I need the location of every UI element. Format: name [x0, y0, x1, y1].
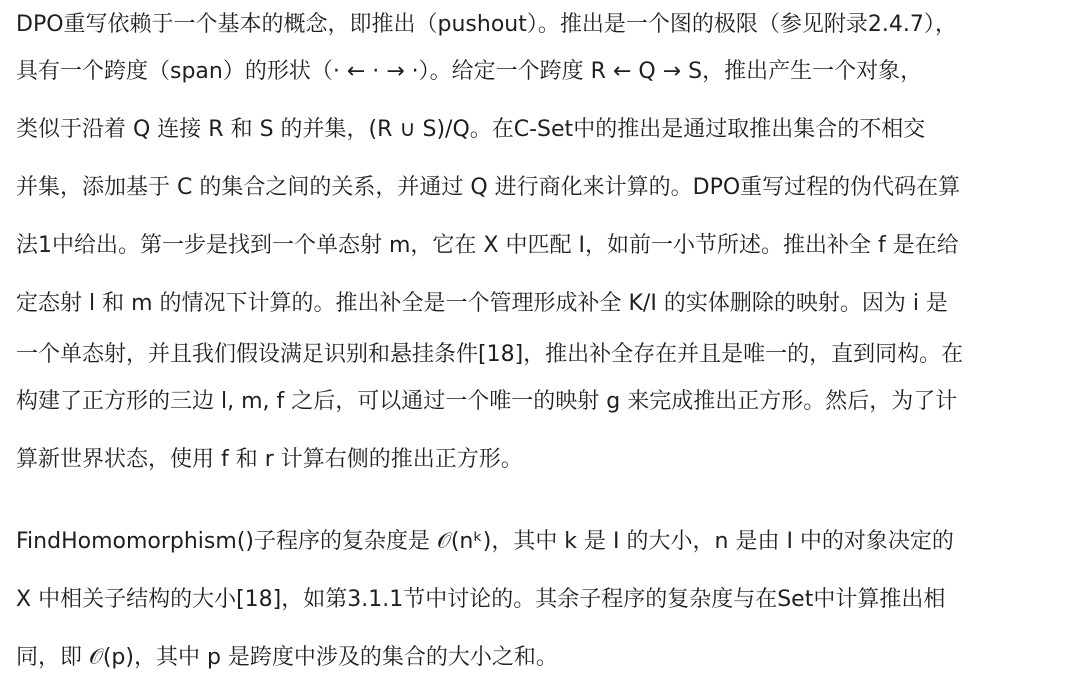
paragraph2-line-2: X 中相关子结构的大小[18]，如第3.1.1节中讨论的。其余子程序的复杂度与在Set中计算推出相 [16, 587, 946, 612]
paragraph1-line-5: 法1中给出。第一步是找到一个单态射 m，它在 X 中匹配 I，如前一小节所述。推出补全 f 是在给 [16, 233, 959, 258]
paragraph1-line-2: 具有一个跨度（span）的形状（· ← · → ·）。给定一个跨度 R ← Q → S，推出产生一个对象， [16, 59, 923, 84]
paragraph1-line-7: 一个单态射，并且我们假设满足识别和悬挂条件[18]，推出补全存在并且是唯一的，直到同构。在 [16, 342, 964, 367]
paragraph1-line-1: DPO重写依赖于一个基本的概念，即推出（pushout）。推出是一个图的极限（参见附录2.4.7）， [16, 12, 957, 37]
paragraph2-line-1: FindHomomorphism()子程序的复杂度是 𝒪(nᵏ)，其中 k 是 I 的大小，n 是由 I 中的对象决定的 [16, 529, 954, 554]
paragraph2-line-3: 同，即 𝒪(p)，其中 p 是跨度中涉及的集合的大小之和。 [16, 645, 558, 670]
paragraph1-line-4: 并集，添加基于 C 的集合之间的关系，并通过 Q 进行商化来计算的。DPO重写过程的伪代码在算 [16, 175, 961, 200]
paragraph1-line-6: 定态射 l 和 m 的情况下计算的。推出补全是一个管理形成补全 K/I 的实体删除的映射。因为 i 是 [16, 291, 948, 316]
paragraph1-line-9: 算新世界状态，使用 f 和 r 计算右侧的推出正方形。 [16, 447, 523, 472]
paragraph1-line-3: 类似于沿着 Q 连接 R 和 S 的并集，(R ∪ S)/Q。在C-Set中的推出是通过取推出集合的不相交 [16, 117, 926, 142]
paragraph1-line-8: 构建了正方形的三边 l, m, f 之后，可以通过一个唯一的映射 g 来完成推出正方形。然后，为了计 [16, 389, 958, 414]
